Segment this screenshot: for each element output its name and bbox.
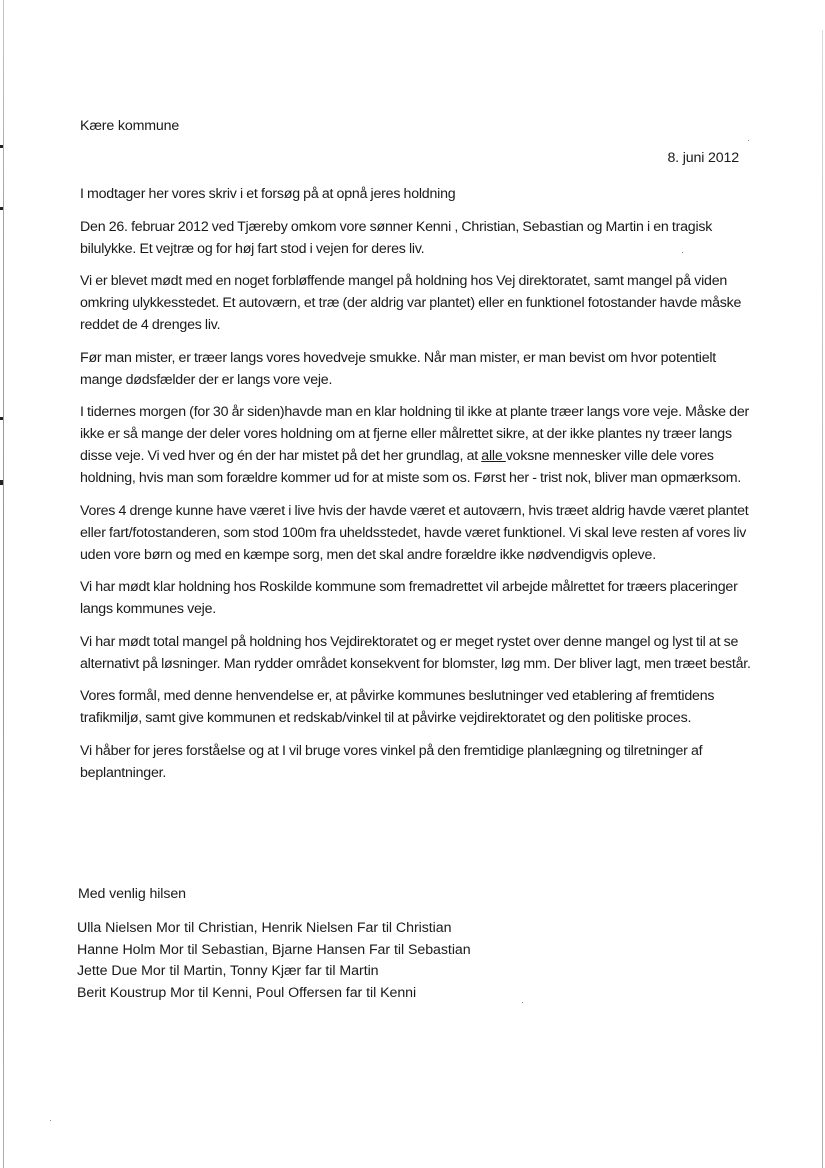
underlined-word-alle: alle [481,448,506,464]
letter-body [80,183,752,794]
paragraph-roskilde: Vi har mødt klar holdning hos Roskilde kommune som fremadrettet vil arbejde målrettet for træers placeringer langs kommunes veje. [80,579,738,617]
letter-date: 8. juni 2012 [667,150,739,166]
signature-block [77,918,471,1005]
paragraph-vejdirektoratet: Vi har mødt total mangel på holdning hos Vejdirektoratet og er meget rystet over denne mangel og lyst til at se alternativt på løsninger. Man rydder området konsekvent for blomster, løg mm. Der bliver lagt, men træet består. [80,633,751,672]
paragraph-purpose: Vores formål, med denne henvendelse er, at påvirke kommunes beslutninger ved etablering af fremtidens trafikmiljø, samt give kommunen et redskab/vinkel til at påvirke vejdirektoratet og den politiske proces. [80,688,715,726]
paragraph-lack-of-stance: Vi er blevet mødt med en noget forbløffende mangel på holdning hos Vej direktoratet, samt mangel på viden omkring ulykkesstedet. Et autoværn, et træ (der aldrig var plantet) eller en funktionel fotostander havde måske reddet de 4 drenges liv. [80,273,742,333]
scan-speck [748,140,749,141]
scan-speck [522,1002,523,1003]
paragraph-history [80,401,752,489]
paragraph-intro: I modtager her vores skriv i et forsøg på at opnå jeres holdning [80,186,456,202]
scan-mark [0,207,3,210]
scan-mark [0,417,3,420]
salutation: Kære kommune [80,118,180,134]
paragraph-history-end: voksne mennesker ville dele vores holdning, hvis man som forældre kommer ud for at miste som os. Først her - trist nok, bliver man opmærksom. [80,448,742,486]
paragraph-accident: Den 26. februar 2012 ved Tjæreby omkom vore sønner Kenni , Christian, Sebastian og Martin i en tragisk bilulykke. Et vejtræ og for høj fart stod i vejen for deres liv. [80,218,713,257]
signature-line: Berit Koustrup Mor til Kenni, Poul Offersen far til Kenni [77,985,417,1002]
scan-speck [50,1120,51,1121]
signature-line: Jette Due Mor til Martin, Tonny Kjær far til Martin [77,963,379,980]
signature-line: Hanne Holm Mor til Sebastian, Bjarne Hansen Far til Sebastian [77,941,471,958]
paragraph-history-start: I tidernes morgen (for 30 år siden)havde man en klar holdning til ikke at plante træer langs vore veje. Måske der ikke er så mange der deler vores holdning om at fjerne eller målrettet sikre, at der ikke plantes ny træer langs disse veje. Vi ved hver og én der har mistet på det her grundlag, at [80,404,749,464]
paragraph-hope: Vi håber for jeres forståelse og at I vil bruge vores vinkel på den fremtidige planlægning og tilretninger af beplantninger. [80,742,703,781]
paragraph-before-loss: Før man mister, er træer langs vores hovedveje smukke. Når man mister, er man bevist om hvor potentielt mange dødsfælder der er langs vore veje. [80,349,717,388]
scan-edge-right [822,30,823,1168]
closing: Med venlig hilsen [78,886,186,902]
scan-mark [0,480,3,485]
scan-edge-left [3,0,4,1168]
paragraph-could-be-alive: Vores 4 drenge kunne have været i live hvis der havde været et autoværn, hvis træet aldrig havde været plantet eller fart/fotostanderen, som stod 100m fra uheldsstedet, havde været funktionel. Vi skal leve resten af vores liv uden vore børn og med en kæmpe sorg, men det skal andre forældre ikke nødvendigvis opleve. [80,502,749,563]
scan-mark [0,145,3,148]
signature-line: Ulla Nielsen Mor til Christian, Henrik Nielsen Far til Christian [77,920,452,936]
